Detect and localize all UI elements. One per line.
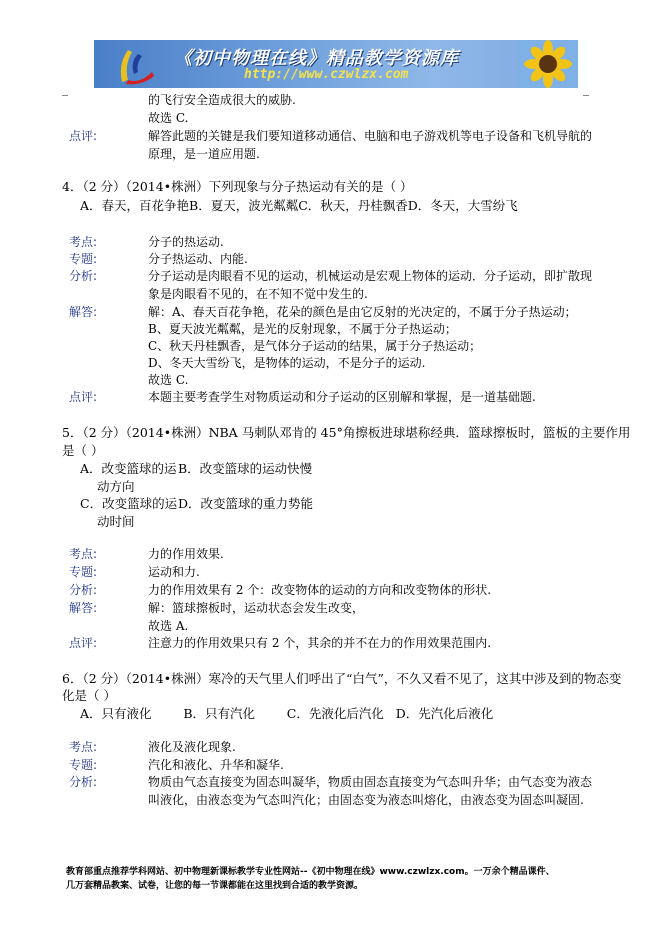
- footer-line: 教育部重点推荐学科网站、初中物理新课标教学专业性网站--《初中物理在线》www.czwlzx.com。一万余个精品课件、: [66, 867, 555, 877]
- q3-tail-line: 的飞行安全造成很大的威胁.: [148, 93, 296, 107]
- q4-stem: 4．（2 分）（2014•株洲）下列现象与分子热运动有关的是（ ）: [62, 179, 413, 194]
- q5-option-a: A．改变篮球的运: [80, 461, 177, 476]
- q6-stem: 化是（ ）: [62, 688, 116, 703]
- q6-fenxi-line: 叫液化，由液态变为气态叫汽化；由固态变为液态叫熔化，由液态变为固态叫凝固.: [148, 793, 584, 807]
- q5-option-c-cont: 动时间: [97, 514, 135, 529]
- banner-title: 《初中物理在线》精品教学资源库: [174, 48, 459, 69]
- q4-options: A．春天，百花争艳B．夏天，波光粼粼C．秋天，丹桂飘香D．冬天，大雪纷飞: [80, 198, 518, 213]
- q5-dianping-label: 点评:: [69, 636, 98, 650]
- q4-zhuanti: 分子热运动、内能.: [148, 252, 248, 266]
- q6-stem: 6．（2 分）（2014•株洲）寒冷的天气里人们呼出了“白气”，不久又看不见了，这其中涉及到的物态变: [62, 671, 622, 686]
- header-right-mark: _: [583, 82, 589, 96]
- q4-jieda-line: B、夏天波光粼粼，是光的反射现象，不属于分子热运动；: [148, 322, 457, 336]
- q5-jieda-line: 解：篮球擦板时，运动状态会发生改变，: [148, 601, 365, 615]
- q4-fenxi-line: 分子运动是肉眼看不见的运动，机械运动是宏观上物体的运动．分子运动，即扩散现: [148, 269, 593, 283]
- q5-option-d: D．改变篮球的重力势能: [178, 496, 314, 511]
- q5-stem: 5．（2 分）（2014•株洲）NBA 马刺队邓肯的 45°角擦板进球堪称经典．篮球擦板时，篮板的主要作用: [62, 425, 631, 440]
- q3-comment-line: 原理，是一道应用题.: [148, 147, 260, 161]
- header-left-mark: _: [62, 82, 68, 96]
- q3-choice: 故选 C.: [148, 111, 189, 125]
- q5-zhuanti-label: 专题:: [69, 565, 98, 579]
- q5-option-b: B．改变篮球的运动快慢: [178, 461, 313, 476]
- banner-url: http://www.czwlzx.com: [244, 67, 409, 82]
- q4-kaodian: 分子的热运动.: [148, 235, 224, 249]
- q6-zhuanti-label: 专题:: [69, 758, 98, 772]
- q5-option-a-cont: 动方向: [97, 479, 135, 494]
- q5-kaodian: 力的作用效果.: [148, 547, 224, 561]
- q5-zhuanti: 运动和力.: [148, 565, 200, 579]
- q6-fenxi-label: 分析:: [69, 775, 98, 789]
- q5-fenxi-label: 分析:: [69, 583, 98, 597]
- site-logo-icon: [114, 44, 160, 86]
- q4-jieda-line: D、冬天大雪纷飞，是物体的运动，不是分子的运动.: [148, 356, 426, 370]
- q5-jieda-line: 故选 A.: [148, 619, 189, 633]
- q4-kaodian-label: 考点:: [69, 235, 98, 249]
- q5-option-c: C．改变篮球的运: [80, 496, 178, 511]
- q6-options: A．只有液化 B．只有汽化 C．先液化后汽化 D．先汽化后液化: [80, 706, 494, 721]
- q5-stem: 是（ ）: [62, 443, 104, 458]
- q4-jieda-line: 故选 C.: [148, 373, 189, 387]
- q5-dianping: 注意力的作用效果只有 2 个，其余的并不在力的作用效果范围内.: [148, 636, 492, 650]
- sunflower-icon: [518, 40, 578, 88]
- q4-jieda-label: 解答:: [69, 305, 98, 319]
- footer-line: 几万套精品教案、试卷，让您的每一节课都能在这里找到合适的教学资源。: [66, 881, 364, 891]
- q4-jieda-line: 解：A、春天百花争艳，花朵的颜色是由它反射的光决定的，不属于分子热运动；: [148, 305, 577, 319]
- q6-kaodian-label: 考点:: [69, 740, 98, 754]
- q6-fenxi-line: 物质由气态直接变为固态叫凝华，物质由固态直接变为气态叫升华；由气态变为液态: [148, 775, 593, 789]
- q4-fenxi-line: 象是肉眼看不见的，在不知不觉中发生的.: [148, 287, 368, 301]
- q4-dianping: 本题主要考查学生对物质运动和分子运动的区别解和掌握，是一道基础题.: [148, 390, 536, 404]
- q6-kaodian: 液化及液化现象.: [148, 740, 236, 754]
- q3-comment-line: 解答此题的关键是我们要知道移动通信、电脑和电子游戏机等电子设备和飞机导航的: [148, 129, 593, 143]
- q4-fenxi-label: 分析:: [69, 269, 98, 283]
- q5-kaodian-label: 考点:: [69, 547, 98, 561]
- q5-fenxi: 力的作用效果有 2 个：改变物体的运动的方向和改变物体的形状.: [148, 583, 492, 597]
- q4-dianping-label: 点评:: [69, 390, 98, 404]
- q5-jieda-label: 解答:: [69, 601, 98, 615]
- q4-jieda-line: C、秋天丹桂飘香，是气体分子运动的结果，属于分子热运动；: [148, 339, 482, 353]
- q6-zhuanti: 汽化和液化、升华和凝华.: [148, 758, 284, 772]
- header-banner: [94, 40, 578, 88]
- q4-zhuanti-label: 专题:: [69, 252, 98, 266]
- q3-comment-label: 点评:: [69, 129, 98, 143]
